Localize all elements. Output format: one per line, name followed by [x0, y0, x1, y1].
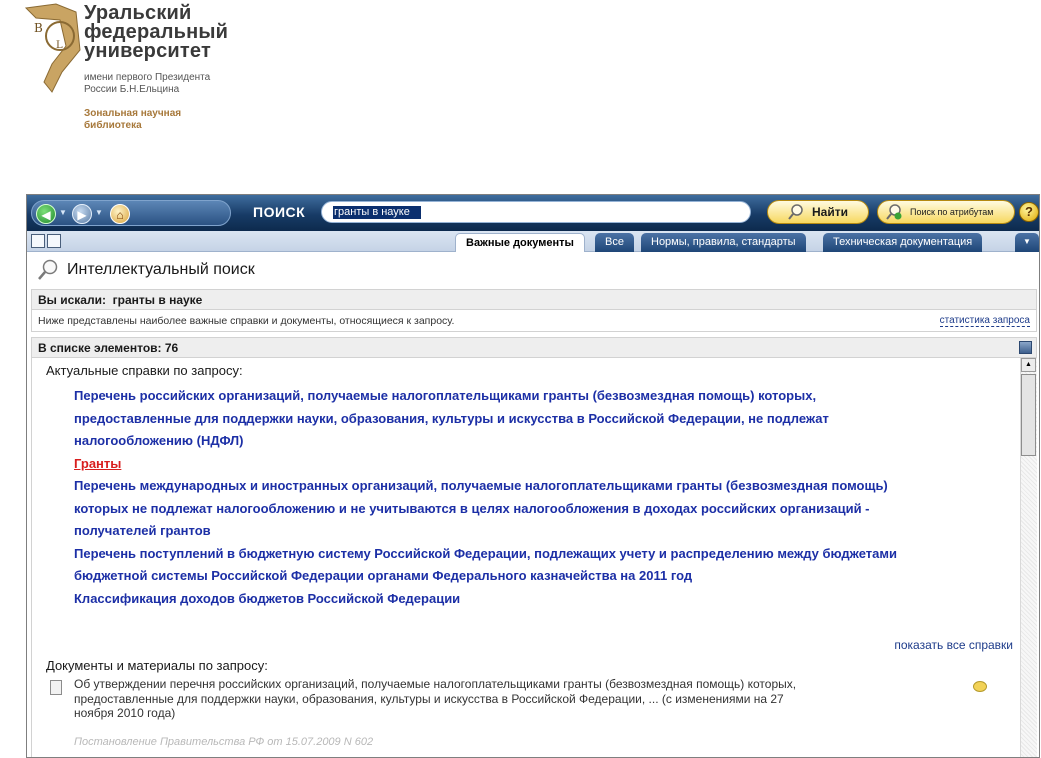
back-history-dropdown-icon[interactable]: ▼ — [59, 208, 67, 217]
references-list — [74, 385, 1004, 610]
results-list — [31, 358, 1037, 758]
documents-group-title: Документы и материалы по запросу: — [46, 658, 268, 673]
vertical-scrollbar[interactable] — [1020, 358, 1037, 758]
svg-text:L: L — [56, 40, 63, 51]
reference-link-line[interactable]: Перечень поступлений в бюджетную систему Российской Федерации, подлежащих учету и распределению между бюджетами — [74, 545, 897, 561]
find-button-label: Найти — [812, 205, 848, 219]
document-source: Постановление Правительства РФ от 15.07.2009 N 602 — [74, 736, 374, 748]
navigation-group — [31, 200, 231, 226]
university-logo — [22, 2, 282, 152]
reference-link-line[interactable]: Перечень международных и иностранных организаций, получаемые налогоплательщиками гранты (безвозмездная помощь) — [74, 478, 888, 493]
attribute-search-button[interactable] — [877, 200, 1015, 224]
reference-link-line[interactable]: которых не подлежат налогообложению и не учитываются в целях налогообложения в доходах российских организаций - — [74, 500, 870, 516]
save-icon[interactable] — [47, 234, 61, 248]
university-name: Уральский федеральный университет — [84, 2, 229, 62]
tab-all[interactable]: Все — [595, 233, 634, 252]
document-title[interactable]: Об утверждении перечня российских организаций, получаемые налогоплательщиками гранты (безвозмездная помощь) которых, предоставленные для поддержки науки, образования, культуры и искусства в Российской Федерации, ... (с изменениями на 27 ноября 2010 года) — [74, 677, 797, 720]
magnifier-icon — [788, 204, 804, 220]
searched-query-text: Вы искали: гранты в науке — [38, 293, 203, 307]
query-statistics-link[interactable]: статистика запроса — [939, 315, 1030, 326]
forward-history-dropdown-icon[interactable]: ▼ — [95, 208, 103, 217]
search-input[interactable]: гранты в науке — [333, 206, 421, 219]
tab-technical-documentation[interactable]: Техническая документация — [823, 233, 982, 252]
tab-bar — [27, 231, 1040, 252]
show-all-references-link[interactable]: показать все справки — [894, 638, 1013, 652]
back-button[interactable]: ◀ — [36, 204, 56, 224]
description-text: Ниже представлены наиболее важные справки и документы, относящиеся к запросу. — [38, 315, 455, 327]
reference-link-grants[interactable]: Гранты — [74, 455, 122, 471]
svg-text:B: B — [34, 21, 43, 35]
document-icon — [50, 680, 62, 695]
print-icon[interactable] — [31, 234, 45, 248]
forward-button[interactable]: ▶ — [72, 204, 92, 224]
tab-important-documents[interactable]: Важные документы — [455, 233, 585, 252]
home-button[interactable]: ⌂ — [110, 204, 130, 224]
element-count: В списке элементов: 76 — [38, 341, 179, 355]
reference-link-line[interactable]: бюджетной системы Российской Федерации органами Федерального казначейства на 2011 год — [74, 568, 693, 583]
reference-link-line[interactable]: Перечень российских организаций, получаемые налогоплательщиками гранты (безвозмездная помощь) которых, — [74, 388, 817, 403]
more-tabs-dropdown-icon[interactable]: ▼ — [1015, 233, 1039, 252]
reference-link-line[interactable]: получателей грантов — [74, 523, 211, 538]
list-options-icon[interactable] — [1019, 341, 1032, 354]
magnifier-icon — [37, 259, 59, 281]
comment-icon[interactable] — [973, 681, 987, 692]
scroll-up-icon[interactable]: ▲ — [1021, 358, 1036, 372]
references-group-title: Актуальные справки по запросу: — [46, 363, 243, 378]
seal-icon — [22, 2, 86, 98]
search-label: ПОИСК — [253, 204, 306, 220]
search-field[interactable] — [321, 201, 751, 223]
attribute-search-label: Поиск по атрибутам — [910, 207, 994, 217]
reference-link-line[interactable]: предоставленные для поддержки науки, образования, культуры и искусства в Российской Федерации, не подлежат — [74, 410, 829, 426]
page-title: Интеллектуальный поиск — [67, 261, 255, 278]
library-name: Зональная научная библиотека — [84, 108, 182, 131]
results-description — [31, 310, 1037, 332]
find-button[interactable] — [767, 200, 869, 224]
attribute-search-icon — [886, 204, 902, 220]
tab-norms-rules-standards[interactable]: Нормы, правила, стандарты — [641, 233, 806, 252]
scrollbar-thumb[interactable] — [1021, 374, 1036, 456]
searched-query-bar — [31, 289, 1037, 310]
university-subtitle: имени первого Президента России Б.Н.Ельцина — [84, 72, 211, 95]
search-application — [26, 194, 1040, 758]
list-count-bar — [31, 337, 1037, 358]
reference-link-line[interactable]: налогообложению (НДФЛ) — [74, 433, 244, 448]
help-button[interactable]: ? — [1019, 202, 1039, 222]
reference-link-line[interactable]: Классификация доходов бюджетов Российской Федерации — [74, 590, 461, 606]
top-toolbar — [27, 195, 1040, 231]
